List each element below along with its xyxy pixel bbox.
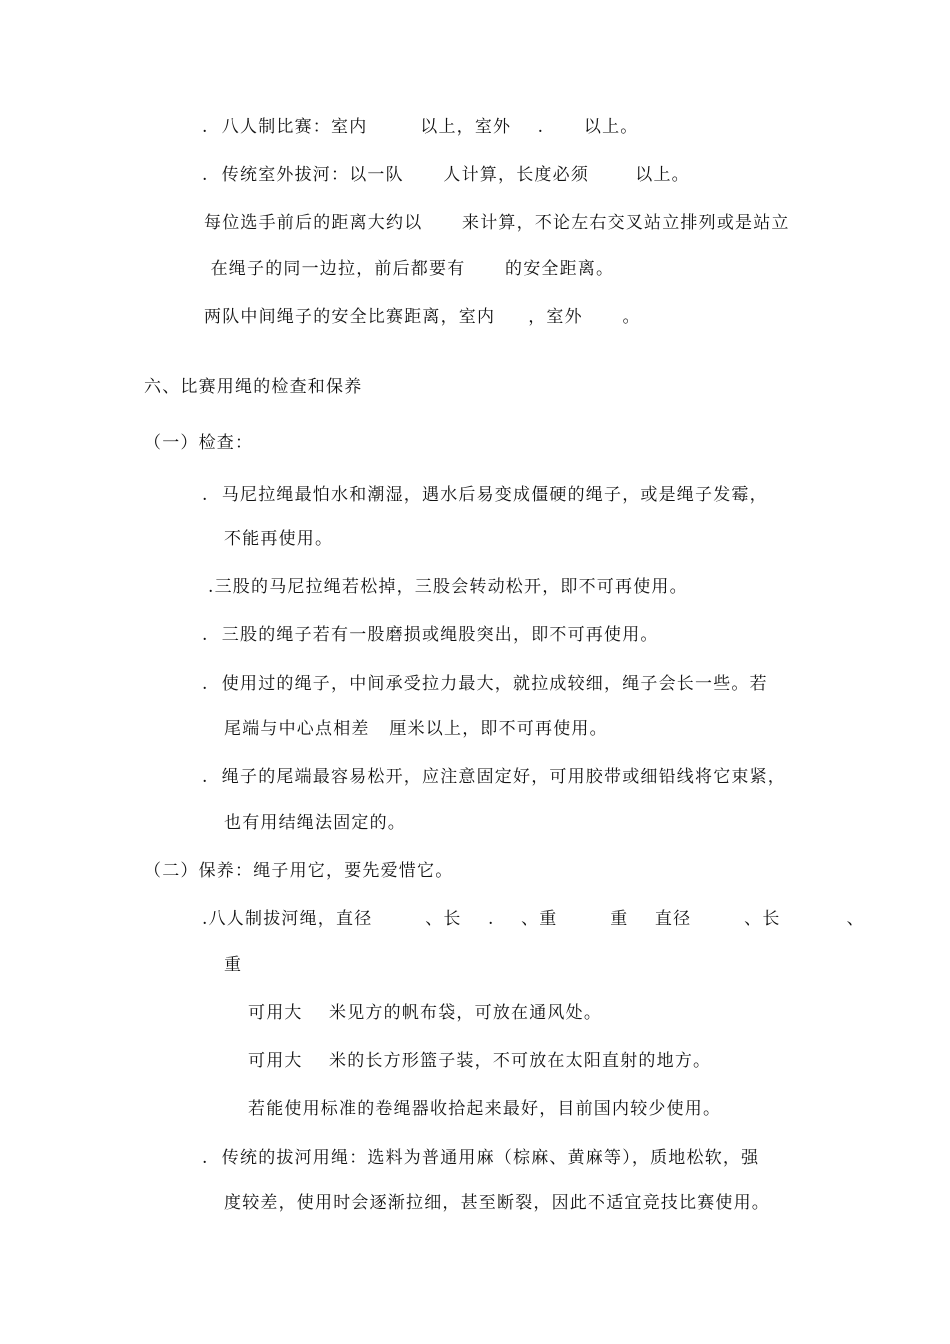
text-line: . 三股的绳子若有一股磨损或绳股突出，即不可再使用。 [202, 625, 659, 645]
text-line: 可用大 米见方的帆布袋，可放在通风处。 [248, 1003, 603, 1023]
text-line: 每位选手前后的距离大约以 来计算，不论左右交叉站立排列或是站立 [204, 213, 790, 233]
section-heading: 六、比赛用绳的检查和保养 [144, 377, 363, 397]
text-line: 两队中间绳子的安全比赛距离，室内 ，室外 。 [204, 307, 641, 327]
text-line: 若能使用标准的卷绳器收拾起来最好，目前国内较少使用。 [248, 1099, 722, 1119]
text-line: 度较差，使用时会逐渐拉细，甚至断裂，因此不适宜竞技比赛使用。 [224, 1193, 770, 1213]
subsection-heading: （二）保养：绳子用它，要先爱惜它。 [144, 861, 454, 881]
text-line: 可用大 米的长方形篮子装，不可放在太阳直射的地方。 [248, 1051, 712, 1071]
text-line: . 使用过的绳子，中间承受拉力最大，就拉成较细，绳子会长一些。若 [202, 674, 768, 694]
text-line: .八人制拔河绳，直径 、长 . 、重 重 直径 、长 、 [202, 909, 865, 929]
text-line: 不能再使用。 [224, 529, 334, 549]
subsection-heading: （一）检查： [144, 433, 254, 453]
text-line: . 马尼拉绳最怕水和潮湿，遇水后易变成僵硬的绳子，或是绳子发霉， [202, 485, 768, 505]
text-line: 也有用结绳法固定的。 [224, 813, 406, 833]
text-line: 尾端与中心点相差 厘米以上，即不可再使用。 [224, 719, 608, 739]
text-line: .三股的马尼拉绳若松掉，三股会转动松开，即不可再使用。 [208, 577, 688, 597]
text-line: . 传统的拔河用绳：选料为普通用麻（棕麻、黄麻等），质地松软，强 [202, 1148, 760, 1168]
text-line: . 传统室外拔河：以一队 人计算，长度必须 以上。 [202, 165, 690, 185]
text-line: 在绳子的同一边拉，前后都要有 的安全距离。 [204, 259, 615, 279]
text-line: 重 [224, 955, 243, 975]
text-line: . 八人制比赛：室内 以上，室外 . 以上。 [202, 117, 639, 137]
text-line: . 绳子的尾端最容易松开，应注意固定好，可用胶带或细铅线将它束紧， [202, 767, 787, 787]
